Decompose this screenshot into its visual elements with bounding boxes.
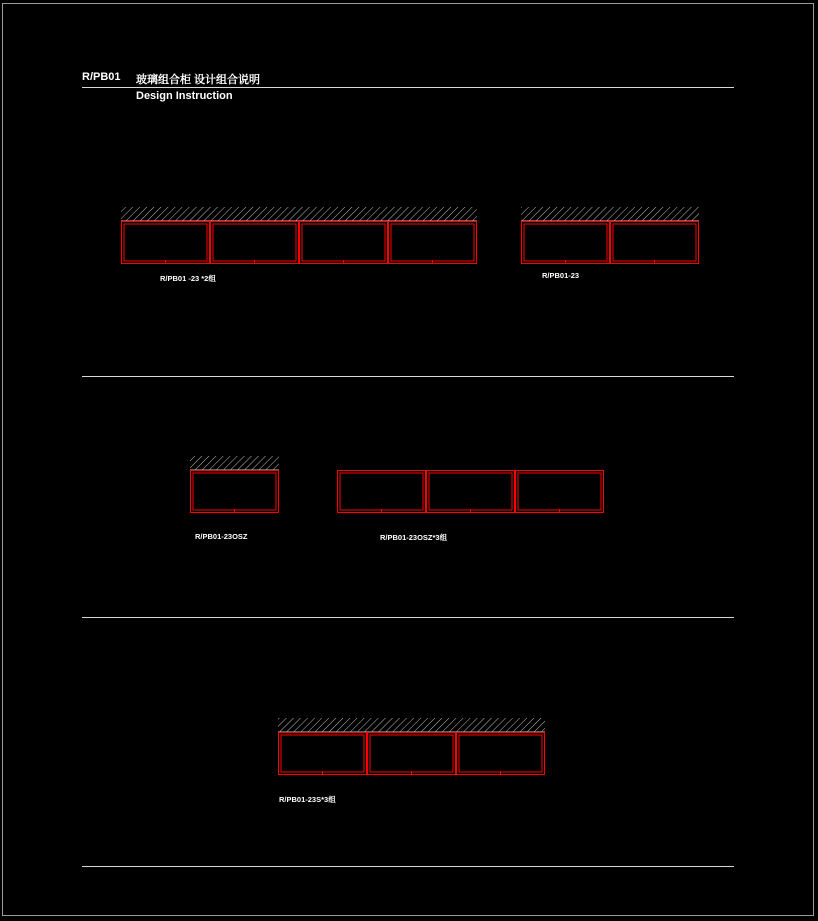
cabinet-inner <box>213 224 296 261</box>
cabinet-outline <box>368 733 456 775</box>
cabinet-outline <box>611 222 699 264</box>
group-label: R/PB01 -23 *2组 <box>160 274 216 283</box>
cabinet-inner <box>370 735 453 772</box>
cabinet-inner <box>524 224 607 261</box>
wall-hatch <box>278 718 545 732</box>
wall-hatch <box>521 207 699 221</box>
cabinet-inner <box>124 224 207 261</box>
wall-hatch <box>190 456 279 470</box>
group-label: R/PB01-23S*3组 <box>279 795 336 804</box>
cabinet-outline <box>338 471 426 513</box>
drawing-subtitle: Design Instruction <box>136 90 233 102</box>
drawing-title: 玻璃组合柜 设计组合说明 <box>136 74 261 86</box>
cabinet-inner <box>429 473 512 510</box>
cabinet-inner <box>302 224 385 261</box>
cabinet-outline <box>191 471 279 513</box>
cabinet-outline <box>427 471 515 513</box>
group-label: R/PB01-23OSZ <box>195 532 248 541</box>
wall-hatch <box>121 207 477 221</box>
cabinet-inner <box>613 224 696 261</box>
cabinet-outline <box>300 222 388 264</box>
cabinet-outline <box>211 222 299 264</box>
group-label: R/PB01-23 <box>542 271 580 280</box>
cabinet-inner <box>193 473 276 510</box>
drawing-code: R/PB01 <box>82 71 121 83</box>
cabinet-inner <box>340 473 423 510</box>
cabinet-inner <box>459 735 542 772</box>
cabinet-outline <box>522 222 610 264</box>
cabinet-outline <box>279 733 367 775</box>
cabinet-inner <box>391 224 474 261</box>
group-label: R/PB01-23OSZ*3组 <box>380 533 448 542</box>
cabinet-inner <box>518 473 601 510</box>
cabinet-outline <box>457 733 545 775</box>
cabinet-outline <box>122 222 210 264</box>
cabinet-inner <box>281 735 364 772</box>
cabinet-outline <box>389 222 477 264</box>
cabinet-outline <box>516 471 604 513</box>
